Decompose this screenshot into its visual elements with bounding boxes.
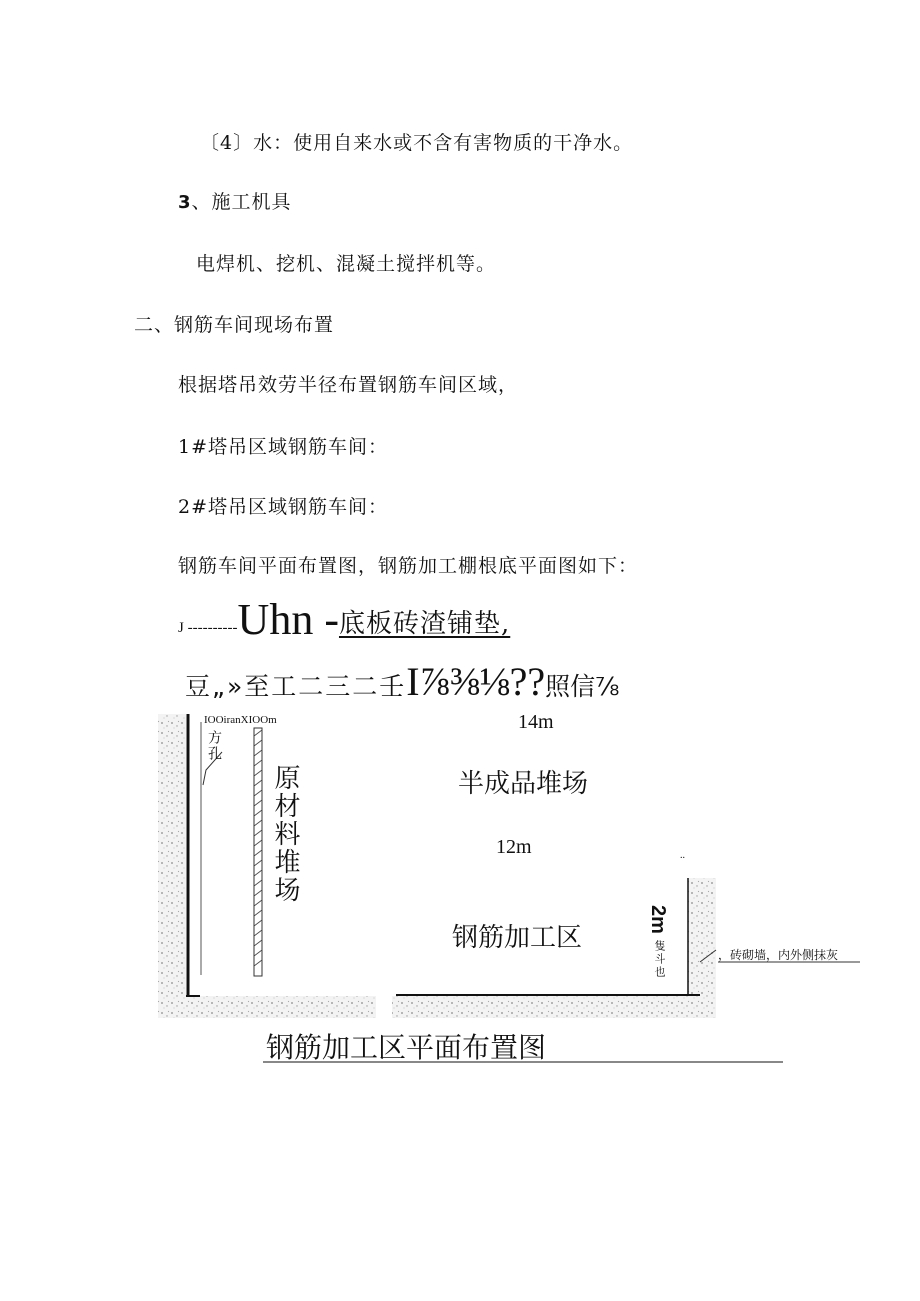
water-requirement-text: 〔4〕水：使用自来水或不含有害物质的干净水。 [200, 132, 634, 154]
garbled-line1-underlined: 底板砖渣铺垫, [338, 609, 511, 639]
width-top-label: 14m [518, 711, 554, 733]
layout-basis-text: 根据塔吊效劳半径布置钢筋车间区域， [178, 374, 519, 396]
crane1-label: 1#塔吊区域钢筋车间： [178, 436, 389, 458]
stray-dot: .. [680, 850, 685, 861]
hole-size-label: IOOiranXIOOm [204, 714, 277, 726]
right-wall-gravel [688, 878, 716, 1008]
drain-hatch [254, 730, 262, 966]
tools-heading-number: 3 [178, 192, 192, 213]
garbled-line2-tail: 照信⅞ [545, 672, 620, 701]
garbled-line1-prefix: J ---------- [178, 620, 238, 636]
layout-intro-text: 钢筋车间平面布置图，钢筋加工棚根底平面图如下： [178, 555, 639, 577]
crane2-label: 2#塔吊区域钢筋车间： [178, 496, 389, 518]
diagram-caption: 钢筋加工区平面布置图 [266, 1031, 547, 1064]
bottom-gravel-left [158, 996, 376, 1018]
side-small-label: 隻斗也 [653, 940, 666, 979]
left-wall-gravel [158, 714, 186, 1004]
garbled-line1-big: Uhn - [237, 595, 339, 644]
tools-heading-title: 、施工机具 [191, 191, 292, 213]
garbled-line2-big: I⅞⅜⅛?? [406, 659, 546, 704]
processing-area-label: 钢筋加工区 [452, 923, 583, 953]
side-width-label: 2m [647, 905, 669, 934]
wall-note-label: ，砖砌墙，内外侧抹灰 [718, 948, 839, 962]
width-mid-label: 12m [496, 836, 532, 858]
bottom-gravel-right [392, 996, 716, 1018]
hole-label: 方孔 [206, 730, 222, 762]
garbled-line2-small: 豆„»至工二三二壬 [185, 672, 407, 701]
raw-material-area-label: 原材料堆场 [270, 764, 300, 904]
semi-finished-area-label: 半成品堆场 [458, 769, 589, 799]
tools-list-text: 电焊机、挖机、混凝土搅拌机等。 [196, 253, 497, 275]
section-heading: 二、钢筋车间现场布置 [134, 314, 335, 336]
